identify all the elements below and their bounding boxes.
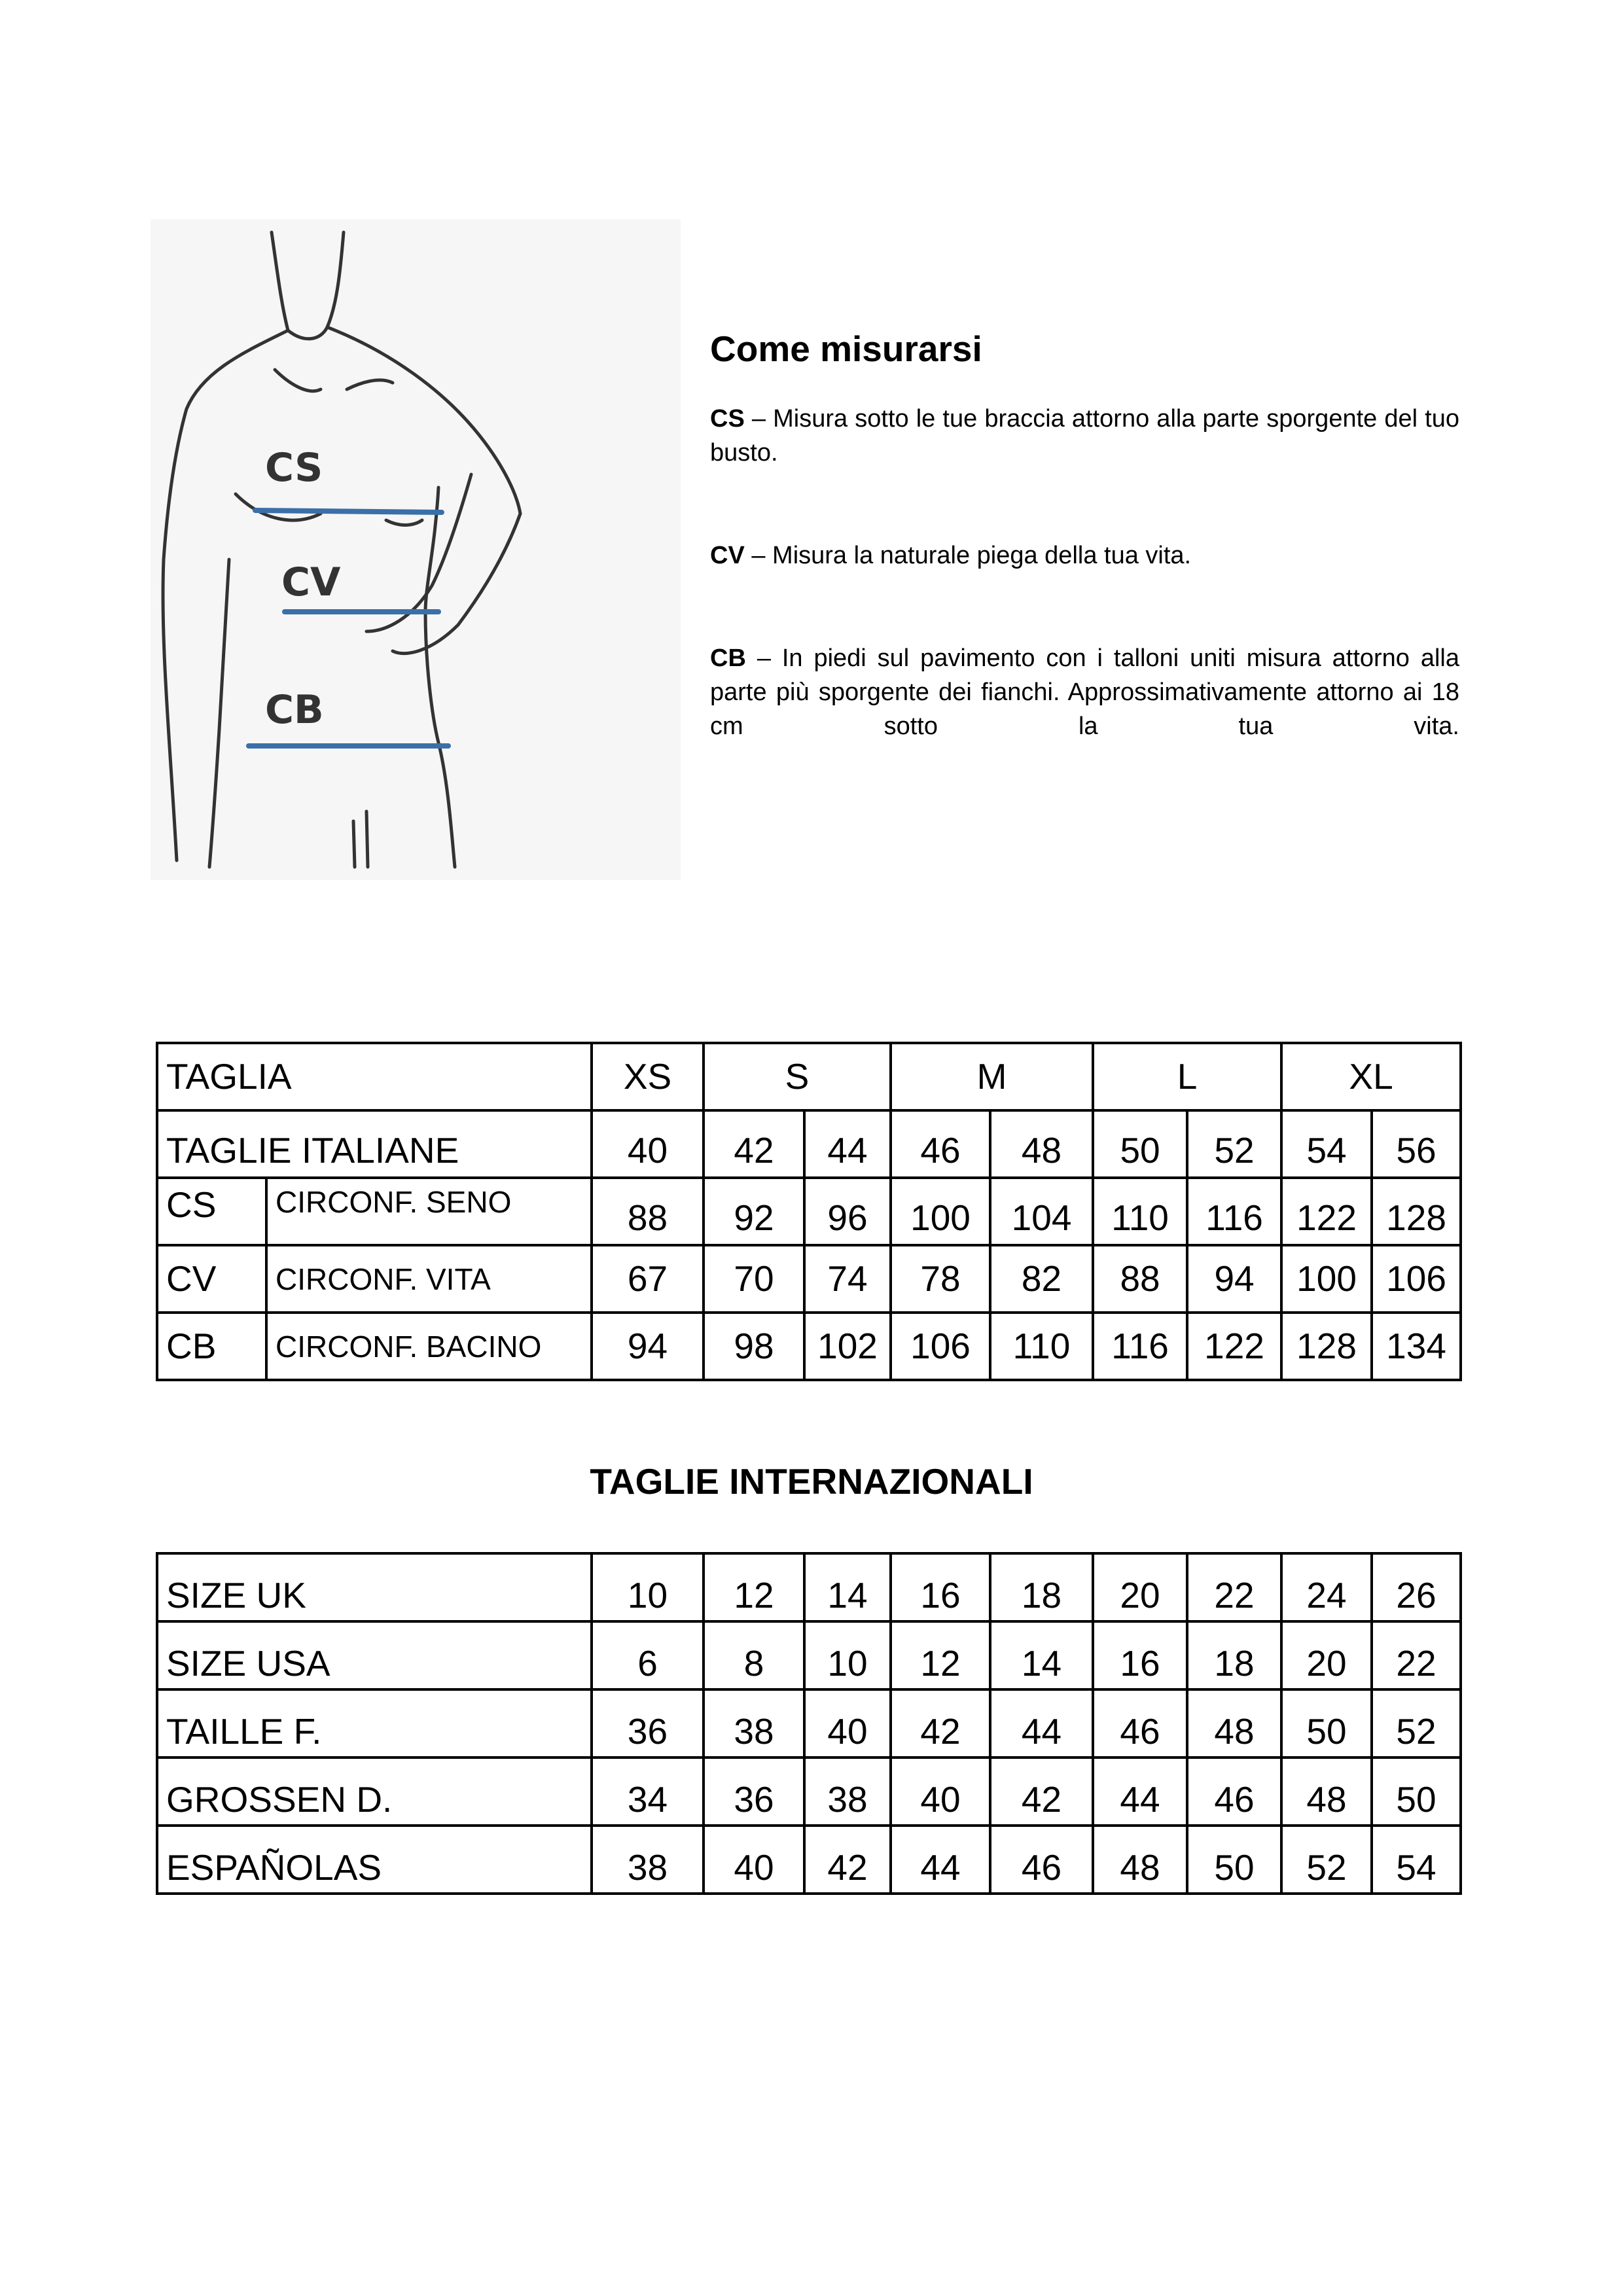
table-cell: 82: [990, 1245, 1093, 1313]
table-cell: 78: [891, 1245, 990, 1313]
label-cs: CS: [265, 445, 323, 491]
table-cell: 44: [990, 1689, 1093, 1757]
table-cell: 52: [1281, 1826, 1372, 1894]
instruction-cb-text: – In piedi sul pavimento con i talloni uniti misura attorno alla parte più sporgente dei fianchi. Approssimativamente attorno ai 18 cm sotto la tua vita.: [710, 645, 1460, 740]
table-cell: 88: [1093, 1245, 1187, 1313]
table-cell: 122: [1281, 1178, 1372, 1245]
table-cell: 56: [1372, 1110, 1461, 1178]
table-row-cv: [157, 1245, 1461, 1313]
table-cell: 24: [1281, 1553, 1372, 1621]
table-cell: 16: [1093, 1621, 1187, 1689]
table-cell: 94: [592, 1313, 704, 1380]
instruction-cb: [710, 641, 1459, 743]
size-table: [156, 1042, 1462, 1381]
table-cell: 128: [1372, 1178, 1461, 1245]
table-row-cs: [157, 1178, 1461, 1245]
label-cb: CB: [265, 687, 324, 733]
table-cell: 38: [804, 1757, 891, 1826]
italian-sizes-row: [157, 1110, 1461, 1178]
how-to-measure-section: [710, 327, 1459, 743]
table-cell: 34: [592, 1757, 704, 1826]
instruction-cv-key: CV: [710, 542, 745, 569]
table-cell: 70: [704, 1245, 804, 1313]
row-label: SIZE UK: [157, 1553, 592, 1621]
row-code: CV: [157, 1245, 266, 1313]
header-label: TAGLIA: [157, 1043, 592, 1110]
table-cell: 26: [1372, 1553, 1461, 1621]
table-cell: 94: [1187, 1245, 1281, 1313]
table-cell: 36: [592, 1689, 704, 1757]
row-label: ESPAÑOLAS: [157, 1826, 592, 1894]
size-header-row: [157, 1043, 1461, 1110]
table-cell: 40: [891, 1757, 990, 1826]
table-cell: 42: [704, 1110, 804, 1178]
table-cell: 38: [704, 1689, 804, 1757]
table-cell: 44: [804, 1110, 891, 1178]
size-group: L: [1093, 1043, 1281, 1110]
table-cell: 40: [704, 1826, 804, 1894]
size-group: XS: [592, 1043, 704, 1110]
instruction-cv: [710, 539, 1459, 573]
torso-sketch: [151, 219, 681, 880]
table-cell: 48: [1281, 1757, 1372, 1826]
row-label: TAILLE F.: [157, 1689, 592, 1757]
row-code: CB: [157, 1313, 266, 1380]
table-cell: 116: [1093, 1313, 1187, 1380]
label-cv: CV: [281, 559, 341, 605]
table-cell: 20: [1281, 1621, 1372, 1689]
instruction-cs-text: – Misura sotto le tue braccia attorno alla parte sporgente del tuo busto.: [710, 405, 1459, 467]
table-cell: 46: [990, 1826, 1093, 1894]
table-cell: 40: [804, 1689, 891, 1757]
table-cell: 134: [1372, 1313, 1461, 1380]
table-cell: 50: [1372, 1757, 1461, 1826]
instruction-cv-text: – Misura la naturale piega della tua vita.: [751, 542, 1192, 569]
international-sizes-title: TAGLIE INTERNAZIONALI: [590, 1461, 1033, 1502]
table-cell: 54: [1372, 1826, 1461, 1894]
table-cell: 22: [1187, 1553, 1281, 1621]
table-cell: 14: [804, 1553, 891, 1621]
table-cell: 20: [1093, 1553, 1187, 1621]
table-cell: 12: [891, 1621, 990, 1689]
table-cell: 18: [1187, 1621, 1281, 1689]
table-cell: 18: [990, 1553, 1093, 1621]
row-code: CS: [157, 1178, 266, 1245]
table-cell: 106: [1372, 1245, 1461, 1313]
row-name: CIRCONF. BACINO: [266, 1313, 592, 1380]
table-cell: 50: [1187, 1826, 1281, 1894]
size-group: M: [891, 1043, 1093, 1110]
table-cell: 110: [990, 1313, 1093, 1380]
table-cell: 46: [1187, 1757, 1281, 1826]
table-cell: 44: [1093, 1757, 1187, 1826]
table-cell: 22: [1372, 1621, 1461, 1689]
international-sizes-table: [156, 1552, 1462, 1895]
table-cell: 42: [891, 1689, 990, 1757]
table-cell: 6: [592, 1621, 704, 1689]
table-cell: 42: [804, 1826, 891, 1894]
table-cell: 48: [990, 1110, 1093, 1178]
row-name: CIRCONF. SENO: [266, 1178, 592, 1245]
instruction-cs: [710, 402, 1459, 470]
table-cell: 106: [891, 1313, 990, 1380]
body-measurement-figure: [151, 219, 681, 880]
how-to-measure-title: Come misurarsi: [710, 328, 982, 369]
table-cell: 122: [1187, 1313, 1281, 1380]
table-row-uk: [157, 1553, 1461, 1621]
table-cell: 42: [990, 1757, 1093, 1826]
table-row-cb: [157, 1313, 1461, 1380]
table-cell: 104: [990, 1178, 1093, 1245]
table-cell: 12: [704, 1553, 804, 1621]
table-cell: 50: [1093, 1110, 1187, 1178]
table-cell: 100: [1281, 1245, 1372, 1313]
table-cell: 92: [704, 1178, 804, 1245]
table-row-germany: [157, 1757, 1461, 1826]
instruction-cs-key: CS: [710, 405, 745, 433]
row-label: GROSSEN D.: [157, 1757, 592, 1826]
table-cell: 74: [804, 1245, 891, 1313]
table-cell: 67: [592, 1245, 704, 1313]
table-cell: 46: [1093, 1689, 1187, 1757]
table-cell: 8: [704, 1621, 804, 1689]
table-cell: 44: [891, 1826, 990, 1894]
table-cell: 10: [592, 1553, 704, 1621]
instruction-cb-key: CB: [710, 645, 746, 672]
table-cell: 116: [1187, 1178, 1281, 1245]
table-cell: 36: [704, 1757, 804, 1826]
table-row-usa: [157, 1621, 1461, 1689]
size-group: XL: [1281, 1043, 1461, 1110]
row-label: TAGLIE ITALIANE: [157, 1110, 592, 1178]
table-cell: 46: [891, 1110, 990, 1178]
table-cell: 128: [1281, 1313, 1372, 1380]
row-label: SIZE USA: [157, 1621, 592, 1689]
table-cell: 10: [804, 1621, 891, 1689]
table-cell: 100: [891, 1178, 990, 1245]
table-cell: 54: [1281, 1110, 1372, 1178]
table-cell: 38: [592, 1826, 704, 1894]
table-cell: 40: [592, 1110, 704, 1178]
table-cell: 98: [704, 1313, 804, 1380]
table-cell: 48: [1187, 1689, 1281, 1757]
table-cell: 110: [1093, 1178, 1187, 1245]
table-cell: 50: [1281, 1689, 1372, 1757]
table-cell: 102: [804, 1313, 891, 1380]
table-cell: 52: [1187, 1110, 1281, 1178]
table-cell: 52: [1372, 1689, 1461, 1757]
table-cell: 88: [592, 1178, 704, 1245]
size-group: S: [704, 1043, 891, 1110]
table-cell: 14: [990, 1621, 1093, 1689]
row-name: CIRCONF. VITA: [266, 1245, 592, 1313]
table-cell: 16: [891, 1553, 990, 1621]
table-cell: 96: [804, 1178, 891, 1245]
table-cell: 48: [1093, 1826, 1187, 1894]
table-row-spain: [157, 1826, 1461, 1894]
table-row-france: [157, 1689, 1461, 1757]
